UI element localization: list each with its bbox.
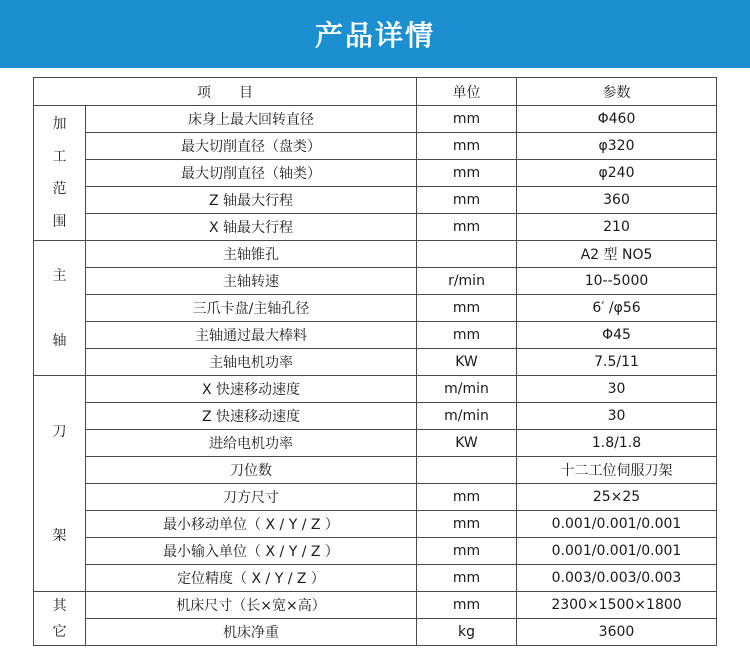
row-value-cell: 25×25: [517, 484, 717, 511]
row-item-cell: X 快速移动速度: [86, 376, 417, 403]
group-label: [34, 592, 86, 646]
table-row: [34, 295, 717, 322]
row-unit-cell: mm: [417, 538, 517, 565]
table-row: [34, 106, 717, 133]
row-item-cell: Z 轴最大行程: [86, 187, 417, 214]
row-item-cell: 床身上最大回转直径: [86, 106, 417, 133]
row-item-cell: 最小移动单位（ X / Y / Z ）: [86, 511, 417, 538]
row-value-cell: Φ460: [517, 106, 717, 133]
page-title: 产品详情: [314, 19, 435, 52]
row-item-cell: 三爪卡盘/主轴孔径: [86, 295, 417, 322]
row-unit-cell: m/min: [417, 376, 517, 403]
row-value-cell: 十二工位伺服刀架: [517, 457, 717, 484]
row-unit-cell: mm: [417, 565, 517, 592]
row-value-cell: A2 型 NO5: [517, 241, 717, 268]
group-label: [34, 241, 86, 376]
row-value-cell: 6′ /φ56: [517, 295, 717, 322]
table-row: [34, 403, 717, 430]
row-unit-cell: kg: [417, 619, 517, 646]
row-unit-cell: [417, 241, 517, 268]
table-row: [34, 268, 717, 295]
row-item-cell: 主轴通过最大棒料: [86, 322, 417, 349]
row-unit-cell: mm: [417, 106, 517, 133]
row-unit-cell: mm: [417, 592, 517, 619]
group-label-char: 主: [52, 267, 67, 284]
group-label-char: 轴: [52, 332, 67, 349]
row-unit-cell: mm: [417, 214, 517, 241]
table-row: [34, 160, 717, 187]
row-unit-cell: r/min: [417, 268, 517, 295]
row-unit-cell: mm: [417, 187, 517, 214]
table-row: [34, 214, 717, 241]
table-row: [34, 592, 717, 619]
row-item-cell: X 轴最大行程: [86, 214, 417, 241]
row-value-cell: 2300×1500×1800: [517, 592, 717, 619]
table-row: [34, 457, 717, 484]
table-row: [34, 241, 717, 268]
row-unit-cell: mm: [417, 484, 517, 511]
row-value-cell: 7.5/11: [517, 349, 717, 376]
row-item-cell: 机床净重: [86, 619, 417, 646]
row-value-cell: Φ45: [517, 322, 717, 349]
group-label-char: 加: [52, 116, 67, 133]
row-value-cell: 10--5000: [517, 268, 717, 295]
row-value-cell: φ240: [517, 160, 717, 187]
group-label-char: 围: [52, 213, 67, 230]
row-item-cell: 定位精度（ X / Y / Z ）: [86, 565, 417, 592]
row-unit-cell: KW: [417, 430, 517, 457]
table-row: [34, 349, 717, 376]
table-row: [34, 619, 717, 646]
row-item-cell: 主轴转速: [86, 268, 417, 295]
row-unit-cell: [417, 457, 517, 484]
table-row: [34, 133, 717, 160]
row-item-cell: 最大切削直径（轴类）: [86, 160, 417, 187]
row-value-cell: 30: [517, 376, 717, 403]
row-value-cell: φ320: [517, 133, 717, 160]
row-unit-cell: mm: [417, 511, 517, 538]
row-value-cell: 3600: [517, 619, 717, 646]
group-label: [34, 376, 86, 592]
header-value: 参数: [517, 78, 717, 106]
row-unit-cell: mm: [417, 295, 517, 322]
row-item-cell: 进给电机功率: [86, 430, 417, 457]
table-row: [34, 538, 717, 565]
group-label: [34, 106, 86, 241]
table-row: [34, 565, 717, 592]
row-item-cell: 最小输入单位（ X / Y / Z ）: [86, 538, 417, 565]
group-label-char: 刀: [52, 423, 67, 440]
group-label-char: 其: [52, 597, 67, 614]
row-value-cell: 360: [517, 187, 717, 214]
row-unit-cell: m/min: [417, 403, 517, 430]
row-item-cell: 刀位数: [86, 457, 417, 484]
row-value-cell: 0.001/0.001/0.001: [517, 538, 717, 565]
group-label-char: 架: [52, 527, 67, 544]
group-label-char: 它: [52, 623, 67, 640]
row-item-cell: 最大切削直径（盘类）: [86, 133, 417, 160]
row-unit-cell: mm: [417, 160, 517, 187]
row-item-cell: 刀方尺寸: [86, 484, 417, 511]
row-item-cell: 机床尺寸（长×宽×高）: [86, 592, 417, 619]
header-item: 项 目: [34, 78, 417, 106]
row-item-cell: Z 快速移动速度: [86, 403, 417, 430]
table-header-row: [34, 78, 717, 106]
header-unit: 单位: [417, 78, 517, 106]
row-value-cell: 0.003/0.003/0.003: [517, 565, 717, 592]
table-row: [34, 376, 717, 403]
table-row: [34, 430, 717, 457]
group-label-char: 范: [52, 181, 67, 198]
row-value-cell: 1.8/1.8: [517, 430, 717, 457]
row-value-cell: 210: [517, 214, 717, 241]
group-label-char: 工: [52, 148, 67, 165]
row-value-cell: 0.001/0.001/0.001: [517, 511, 717, 538]
row-unit-cell: KW: [417, 349, 517, 376]
table-row: [34, 322, 717, 349]
row-item-cell: 主轴锥孔: [86, 241, 417, 268]
title-banner: [0, 0, 750, 68]
row-value-cell: 30: [517, 403, 717, 430]
spec-table: [33, 77, 717, 646]
table-row: [34, 187, 717, 214]
row-unit-cell: mm: [417, 322, 517, 349]
row-item-cell: 主轴电机功率: [86, 349, 417, 376]
table-row: [34, 484, 717, 511]
table-row: [34, 511, 717, 538]
row-unit-cell: mm: [417, 133, 517, 160]
